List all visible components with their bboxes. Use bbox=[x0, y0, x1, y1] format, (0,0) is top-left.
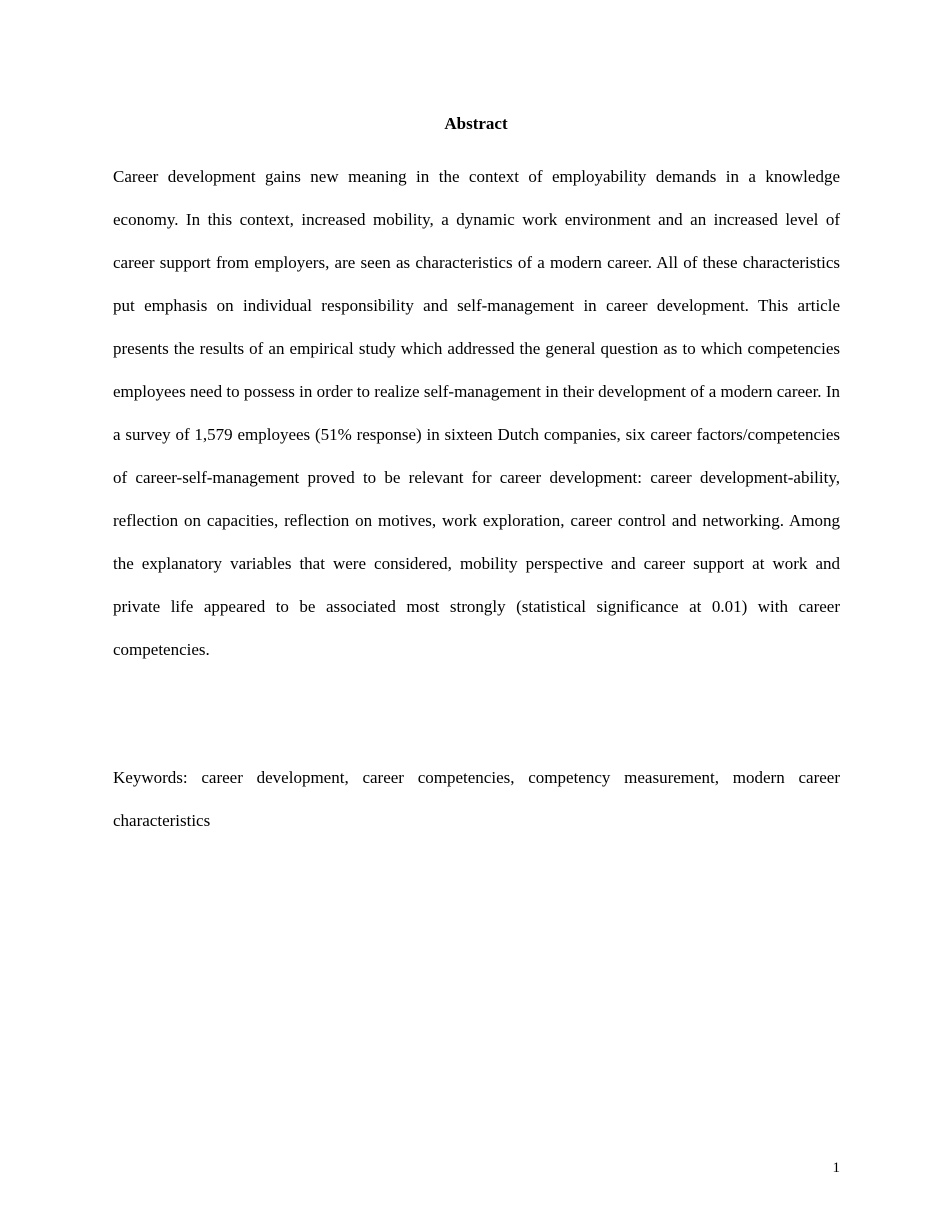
keywords-paragraph: Keywords: career development, career competencies, competency measurement, modern career characteristics bbox=[113, 768, 840, 830]
abstract-paragraph: Career development gains new meaning in the context of employability demands in a knowledge economy. In this context, increased mobility, a dynamic work environment and an increased level of career support from employers, are seen as characteristics of a modern career. All of these characteristics put emphasis on individual responsibility and self-management in career development. This article presents the results of an empirical study which addressed the general question as to which competencies employees need to possess in order to realize self-management in their development of a modern career. In a survey of 1,579 employees (51% response) in sixteen Dutch companies, six career factors/competencies of career-self-management proved to be relevant for career development: career development-ability, reflection on capacities, reflection on motives, work exploration, career control and networking. Among the explanatory variables that were considered, mobility perspective and career support at work and private life appeared to be associated most strongly (statistical significance at 0.01) with career competencies. bbox=[113, 167, 840, 659]
page-number: 1 bbox=[832, 1160, 840, 1176]
abstract-heading: Abstract bbox=[444, 114, 508, 133]
